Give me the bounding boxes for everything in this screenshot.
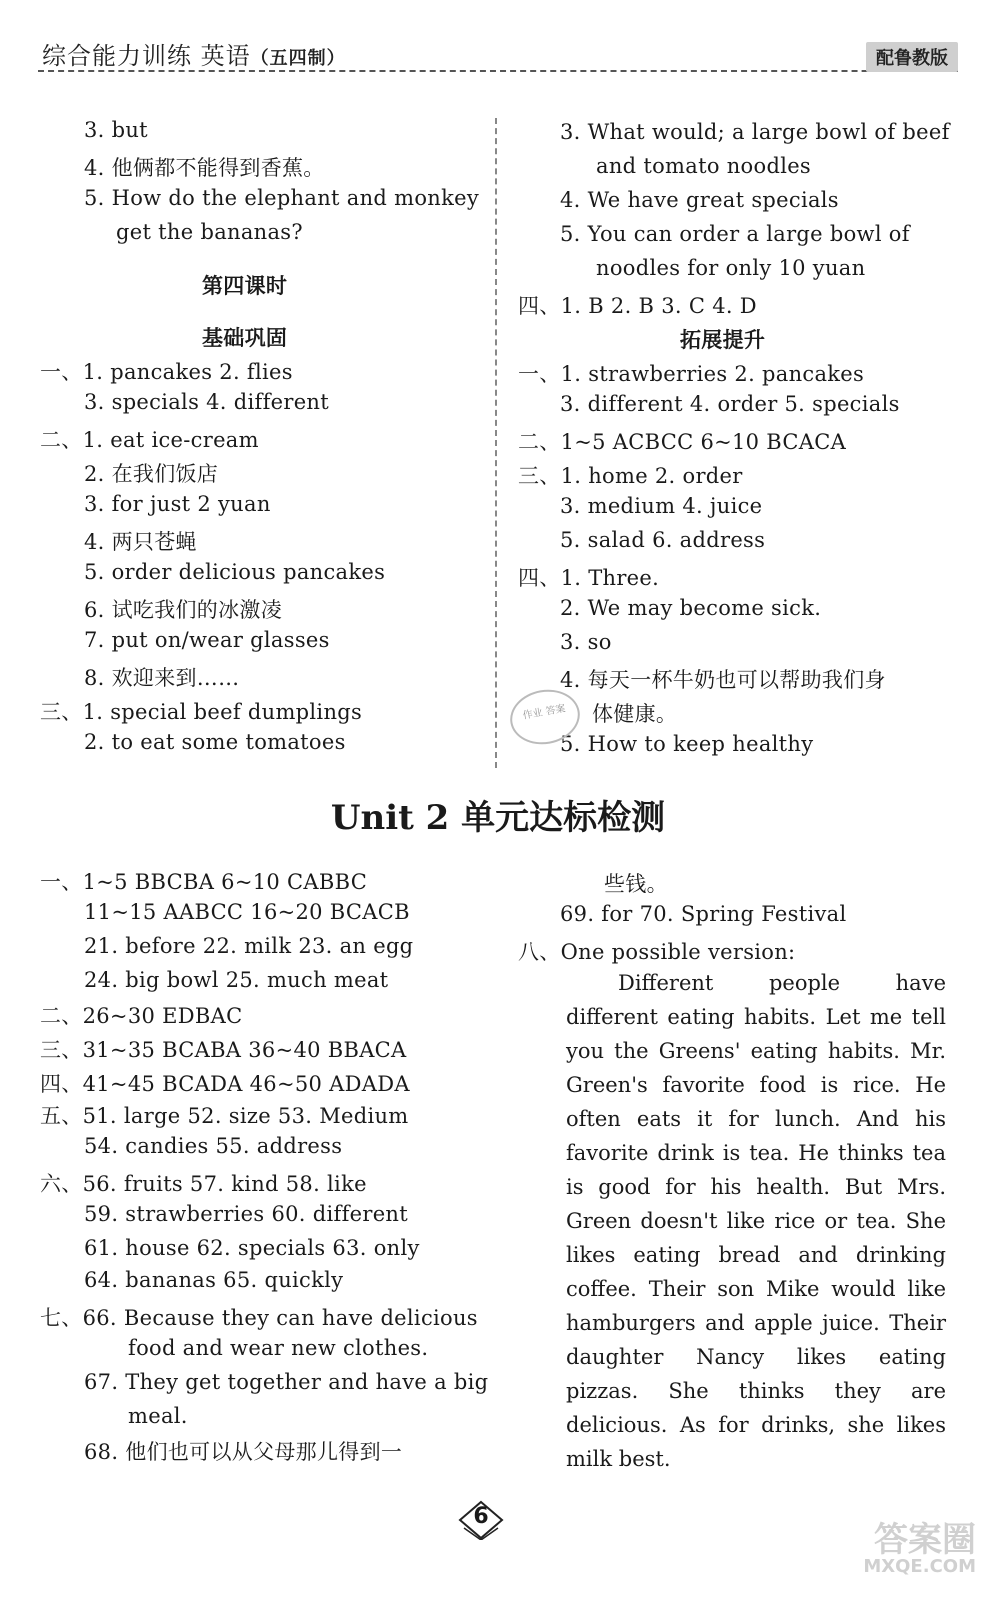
page-number-text: 6 bbox=[473, 1504, 489, 1529]
answer-line: 59. strawberries 60. different bbox=[84, 1202, 408, 1226]
answer-line: 些钱。 bbox=[604, 872, 668, 896]
page-header bbox=[38, 34, 958, 72]
answer-line: 3. different 4. order 5. specials bbox=[560, 392, 900, 416]
page-number bbox=[458, 1500, 504, 1540]
answer-line: 二、1~5 ACBCC 6~10 BCACA bbox=[518, 430, 847, 454]
answer-line: 二、1. eat ice-cream bbox=[40, 428, 259, 452]
answer-line: 67. They get together and have a big bbox=[84, 1370, 489, 1394]
section-title-basic: 基础巩固 bbox=[202, 326, 288, 350]
answer-line: 3. but bbox=[84, 118, 148, 142]
answer-line: 四、1. Three. bbox=[518, 566, 660, 590]
answer-line: 3. What would; a large bowl of beef bbox=[560, 120, 950, 144]
answer-line: 2. We may become sick. bbox=[560, 596, 822, 620]
answer-line: 21. before 22. milk 23. an egg bbox=[84, 934, 414, 958]
answer-line: 六、56. fruits 57. kind 58. like bbox=[40, 1172, 367, 1196]
answer-line: 五、51. large 52. size 53. Medium bbox=[40, 1104, 409, 1128]
unit-title: Unit 2 单元达标检测 bbox=[330, 798, 666, 838]
answer-line: 三、1. special beef dumplings bbox=[40, 700, 363, 724]
answer-line: 5. You can order a large bowl of bbox=[560, 222, 910, 246]
lesson-title: 第四课时 bbox=[202, 274, 288, 298]
answer-line: and tomato noodles bbox=[596, 154, 812, 178]
answer-line: 61. house 62. specials 63. only bbox=[84, 1236, 420, 1260]
answer-line: 24. big bowl 25. much meat bbox=[84, 968, 389, 992]
edition-badge: 配鲁教版 bbox=[866, 42, 958, 72]
answer-line: 5. How to keep healthy bbox=[560, 732, 814, 756]
answer-line: 2. 在我们饭店 bbox=[84, 462, 219, 486]
answer-line: 4. We have great specials bbox=[560, 188, 839, 212]
answer-line: meal. bbox=[128, 1404, 188, 1428]
book-title bbox=[42, 36, 346, 71]
answer-line: 八、One possible version: bbox=[518, 940, 796, 964]
answer-line: noodles for only 10 yuan bbox=[596, 256, 866, 280]
answer-line: 7. put on/wear glasses bbox=[84, 628, 330, 652]
answer-line: 5. order delicious pancakes bbox=[84, 560, 386, 584]
answer-line: 一、1. pancakes 2. flies bbox=[40, 360, 293, 384]
answer-line: 一、1. strawberries 2. pancakes bbox=[518, 362, 865, 386]
answer-line: 3. for just 2 yuan bbox=[84, 492, 271, 516]
answer-line: 5. How do the elephant and monkey bbox=[84, 186, 480, 210]
answer-line: get the bananas? bbox=[116, 220, 303, 244]
answer-line: 8. 欢迎来到…… bbox=[84, 666, 240, 690]
book-subtitle: （五四制） bbox=[250, 48, 346, 69]
answer-line: 3. so bbox=[560, 630, 612, 654]
answer-line: 三、1. home 2. order bbox=[518, 464, 743, 488]
column-divider bbox=[495, 118, 497, 768]
answer-line: 6. 试吃我们的冰激凌 bbox=[84, 598, 283, 622]
answer-line: 3. medium 4. juice bbox=[560, 494, 763, 518]
answer-line: 11~15 AABCC 16~20 BCACB bbox=[84, 900, 410, 924]
watermark-url: MXQE.COM bbox=[863, 1556, 976, 1577]
answer-line: 体健康。 bbox=[592, 702, 678, 726]
answer-line: 4. 两只苍蝇 bbox=[84, 530, 197, 554]
section-title-extend: 拓展提升 bbox=[680, 328, 766, 352]
stamp-text: 作业 答案 bbox=[521, 703, 567, 722]
answer-line: 69. for 70. Spring Festival bbox=[560, 902, 847, 926]
book-title-text: 综合能力训练 英语 bbox=[42, 42, 251, 70]
answer-line: 七、66. Because they can have delicious bbox=[40, 1306, 478, 1330]
watermark-logo: 答案圈 bbox=[874, 1520, 976, 1560]
sample-essay bbox=[566, 966, 946, 1476]
answer-line: 5. salad 6. address bbox=[560, 528, 766, 552]
answer-line: 四、41~45 BCADA 46~50 ADADA bbox=[40, 1072, 410, 1096]
answer-line: 4. 他俩都不能得到香蕉。 bbox=[84, 156, 325, 180]
answer-line: food and wear new clothes. bbox=[128, 1336, 429, 1360]
answer-line: 三、31~35 BCABA 36~40 BBACA bbox=[40, 1038, 407, 1062]
answer-line: 四、1. B 2. B 3. C 4. D bbox=[518, 294, 757, 318]
answer-line: 4. 每天一杯牛奶也可以帮助我们身 bbox=[560, 668, 886, 692]
answer-line: 一、1~5 BBCBA 6~10 CABBC bbox=[40, 870, 368, 894]
answer-line: 二、26~30 EDBAC bbox=[40, 1004, 243, 1028]
answer-line: 3. specials 4. different bbox=[84, 390, 329, 414]
answer-line: 68. 他们也可以从父母那儿得到一 bbox=[84, 1440, 403, 1464]
answer-line: 2. to eat some tomatoes bbox=[84, 730, 346, 754]
essay-text: Different people have different eating habits. Let me tell you the Greens' eating habits. Mr. Green's favorite food is rice. He often eats it for lunch. And his favorite drink is tea. He thinks tea is good for his health. But Mrs. Green doesn't like rice or tea. She likes eating bread and drinking coffee. Their son Mike would like hamburgers and apple juice. Their daughter Nancy likes eating pizzas. She thinks they are delicious. As for drinks, she likes milk best. bbox=[566, 971, 946, 1471]
answer-line: 64. bananas 65. quickly bbox=[84, 1268, 344, 1292]
answer-line: 54. candies 55. address bbox=[84, 1134, 343, 1158]
